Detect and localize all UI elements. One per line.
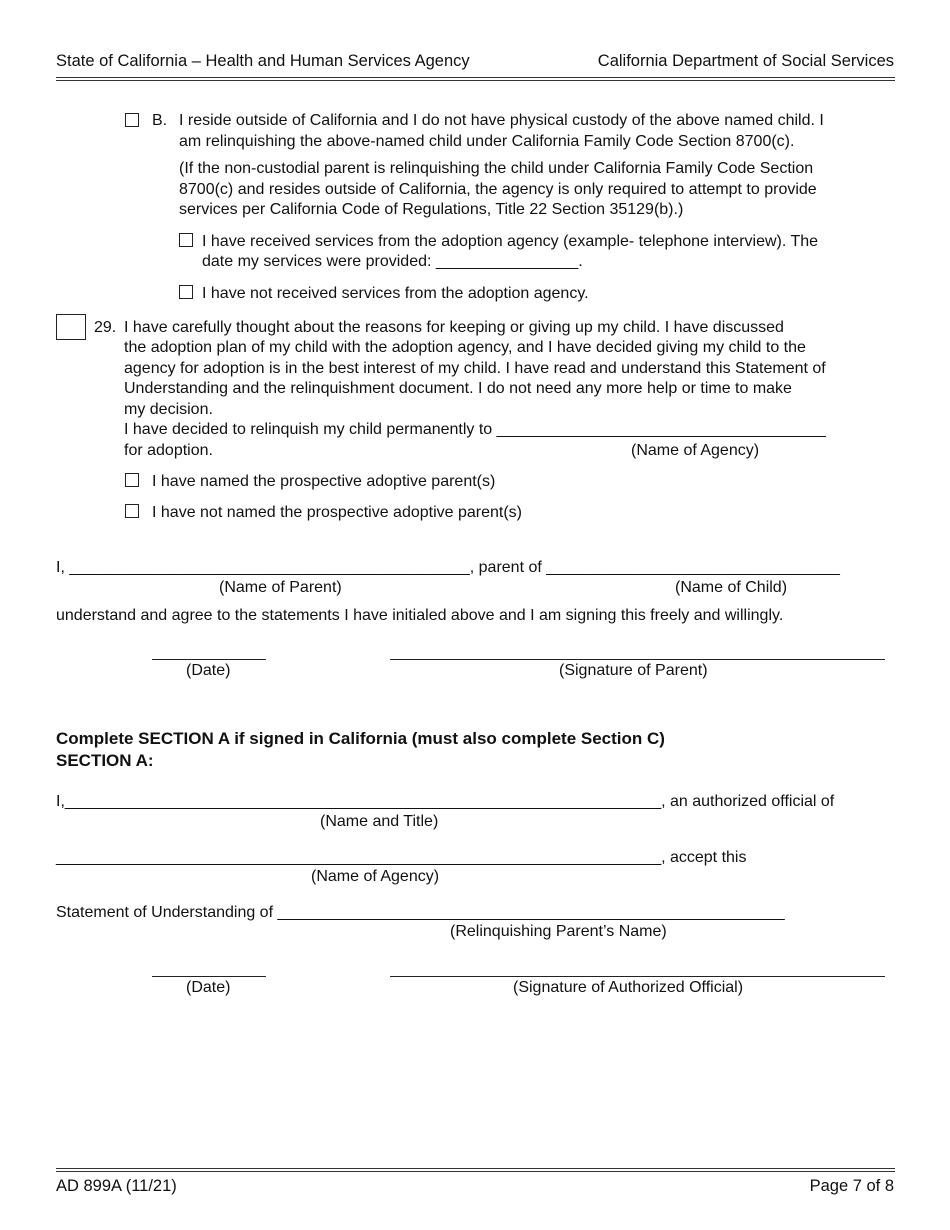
received-services-line2: date my services were provided: ________________. xyxy=(202,253,583,270)
item-b-note-line2: 8700(c) and resides outside of California, the agency is only required to attempt to provide xyxy=(179,181,817,198)
item-29-line6: I have decided to relinquish my child permanently to _____________________________________ xyxy=(124,421,826,438)
parent-date-caption: (Date) xyxy=(186,662,231,679)
page-number: Page 7 of 8 xyxy=(809,1177,894,1195)
section-a-agency-caption: (Name of Agency) xyxy=(311,868,440,885)
parent-signature-line xyxy=(390,659,885,660)
official-signature-caption: (Signature of Authorized Official) xyxy=(513,979,744,996)
parent-line: I, _____________________________________________, parent of _________________________________ xyxy=(56,559,840,576)
item-29-line4: Understanding and the relinquishment document. I do not need any more help or time to make xyxy=(124,380,792,397)
item-29-line5: my decision. xyxy=(124,401,213,418)
name-title-caption: (Name and Title) xyxy=(320,813,439,830)
item-29-line7: for adoption. xyxy=(124,442,213,459)
section-a-agency-line: ____________________________________________________________________, accept this xyxy=(56,849,747,866)
parent-signature-caption: (Signature of Parent) xyxy=(559,662,708,679)
footer-rule-top xyxy=(56,1168,895,1169)
item-29-line1: I have carefully thought about the reasons for keeping or giving up my child. I have discussed xyxy=(124,319,784,336)
official-date-line xyxy=(152,976,266,977)
item-b-text-line2: am relinquishing the above-named child under California Family Code Section 8700(c). xyxy=(179,133,795,150)
official-signature-line xyxy=(390,976,885,977)
not-received-services-checkbox[interactable] xyxy=(179,285,193,299)
child-name-caption: (Name of Child) xyxy=(675,579,788,596)
official-date-caption: (Date) xyxy=(186,979,231,996)
parent-name-caption: (Name of Parent) xyxy=(219,579,342,596)
item-29-line3: agency for adoption is in the best interest of my child. I have read and understand this Statement of xyxy=(124,360,826,377)
item-b-text-line1: I reside outside of California and I do not have physical custody of the above named child. I xyxy=(179,112,824,129)
section-a-title: SECTION A: xyxy=(56,751,154,770)
header-rule-bottom xyxy=(56,80,895,81)
official-line: I,___________________________________________________________________, an authorized official of xyxy=(56,793,835,810)
header-agency: State of California – Health and Human Services Agency xyxy=(56,52,470,70)
relinquishing-parent-caption: (Relinquishing Parent’s Name) xyxy=(450,923,667,940)
form-id: AD 899A (11/21) xyxy=(56,1177,177,1195)
item-b-checkbox[interactable] xyxy=(125,113,139,127)
item-b-note-line1: (If the non-custodial parent is relinquishing the child under California Family Code Section xyxy=(179,160,814,177)
received-services-line1: I have received services from the adoption agency (example- telephone interview). The xyxy=(202,233,819,250)
not-named-parents-label: I have not named the prospective adoptive parent(s) xyxy=(152,504,522,521)
item-b-letter: B. xyxy=(152,112,168,129)
parent-date-line xyxy=(152,659,266,660)
named-parents-label: I have named the prospective adoptive parent(s) xyxy=(152,473,496,490)
statement-line: Statement of Understanding of _________________________________________________________ xyxy=(56,904,785,921)
footer-rule-bottom xyxy=(56,1171,895,1172)
header-rule-top xyxy=(56,77,895,78)
received-services-checkbox[interactable] xyxy=(179,233,193,247)
item-29-line2: the adoption plan of my child with the adoption agency, and I have decided giving my child to the xyxy=(124,339,806,356)
named-parents-checkbox[interactable] xyxy=(125,473,139,487)
item-b-note-line3: services per California Code of Regulations, Title 22 Section 35129(b).) xyxy=(179,201,684,218)
section-a-heading: Complete SECTION A if signed in California (must also complete Section C) xyxy=(56,729,665,748)
agency-name-caption: (Name of Agency) xyxy=(631,442,760,459)
item-29-initial-box[interactable] xyxy=(56,314,86,340)
not-named-parents-checkbox[interactable] xyxy=(125,504,139,518)
agreement-statement: understand and agree to the statements I have initialed above and I am signing this freely and willingly. xyxy=(56,607,784,624)
item-29-number: 29. xyxy=(94,319,117,336)
not-received-services-label: I have not received services from the adoption agency. xyxy=(202,285,589,302)
header-department: California Department of Social Services xyxy=(597,52,894,70)
